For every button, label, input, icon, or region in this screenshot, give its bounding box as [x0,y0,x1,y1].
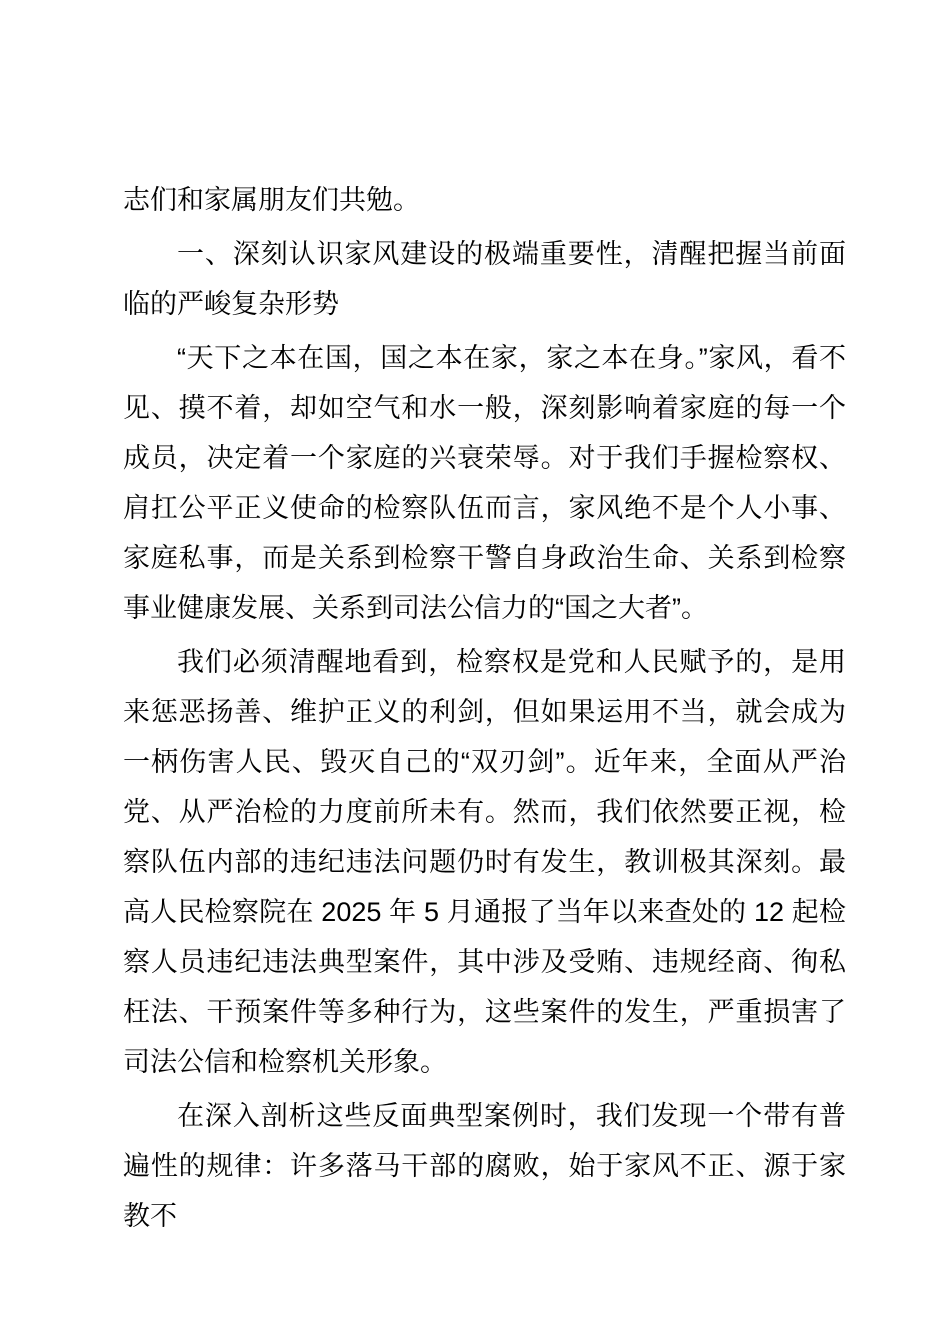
document-body [123,175,846,1241]
section-heading: 一、深刻认识家风建设的极端重要性，清醒把握当前面临的严峻复杂形势 [123,239,846,319]
body-paragraph-case-analysis: 在深入剖析这些反面典型案例时，我们发现一个带有普遍性的规律：许多落马干部的腐败，始于家风不正、源于家教不 [123,1101,846,1231]
body-paragraph-family-tradition: “天下之本在国，国之本在家，家之本在身。”家风，看不见、摸不着，却如空气和水一般，深刻影响着家庭的每一个成员，决定着一个家庭的兴衰荣辱。对于我们手握检察权、肩扛公平正义使命的检察队伍而言，家风绝不是个人小事、家庭私事，而是关系到检察干警自身政治生命、关系到检察事业健康发展、关系到司法公信力的“国之大者”。 [123,343,846,623]
paragraph-continuation: 志们和家属朋友们共勉。 [123,185,420,215]
body-paragraph-procuratorial-power: 我们必须清醒地看到，检察权是党和人民赋予的，是用来惩恶扬善、维护正义的利剑，但如果运用不当，就会成为一柄伤害人民、毁灭自己的“双刃剑”。近年来，全面从严治党、从严治检的力度前所未有。然而，我们依然要正视，检察队伍内部的违纪违法问题仍时有发生，教训极其深刻。最高人民检察院在 2025 年 5 月通报了当年以来查处的 12 起检察人员违纪违法典型案件，其中涉及受贿、违规经商、徇私枉法、干预案件等多种行为，这些案件的发生，严重损害了司法公信和检察机关形象。 [123,647,846,1077]
